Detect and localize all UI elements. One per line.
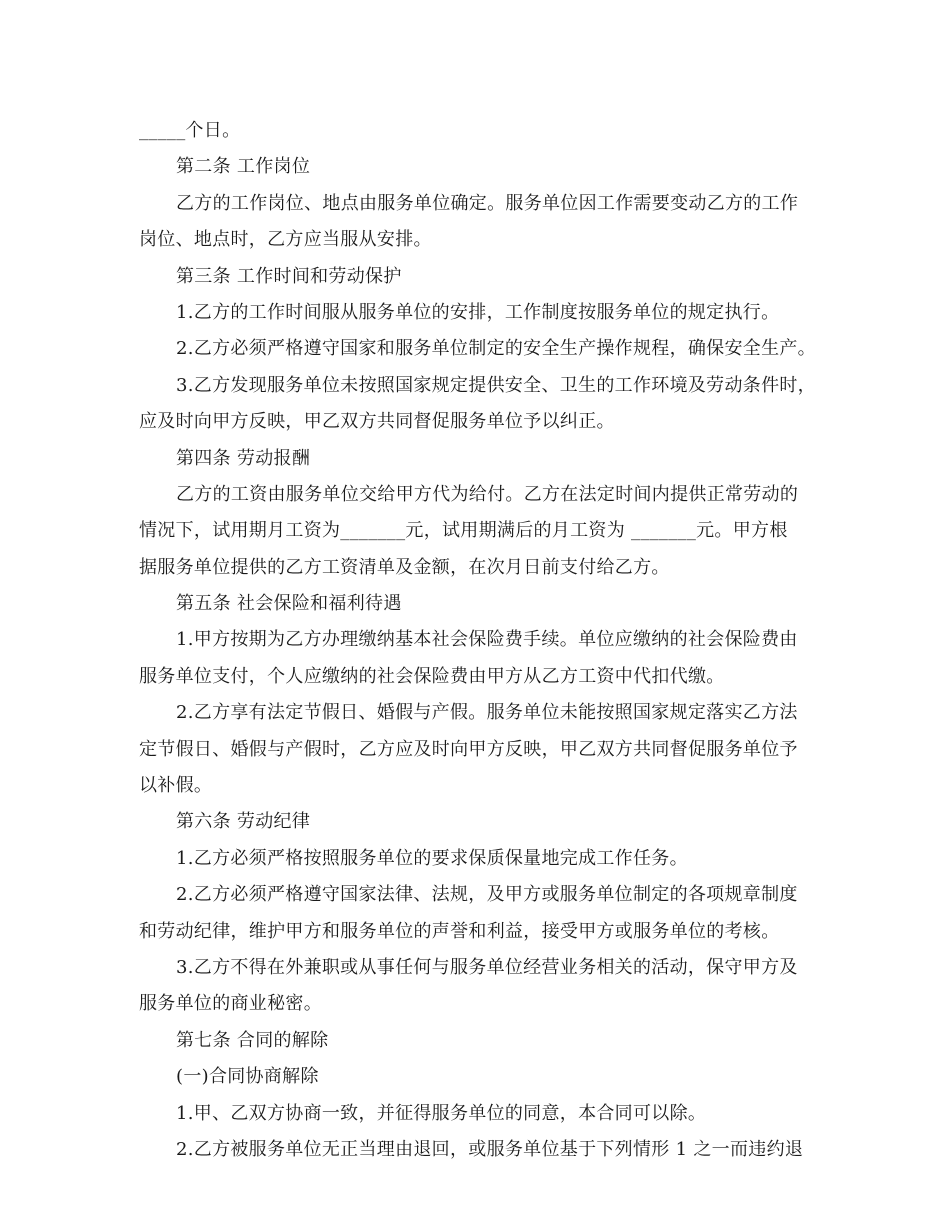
text-line: 3.乙方不得在外兼职或从事任何与服务单位经营业务相关的活动，保守甲方及	[176, 956, 798, 978]
text-line: 据服务单位提供的乙方工资清单及金额，在次月日前支付给乙方。	[139, 556, 670, 578]
section-heading: 第二条 工作岗位	[176, 156, 311, 178]
text-line: 3.乙方发现服务单位未按照国家规定提供安全、卫生的工作环境及劳动条件时，	[176, 374, 816, 396]
text-line: 2.乙方必须严格遵守国家法律、法规，及甲方或服务单位制定的各项规章制度	[176, 884, 798, 906]
section-heading: 第七条 合同的解除	[176, 1029, 329, 1051]
text-line: 乙方的工作岗位、地点由服务单位确定。服务单位因工作需要变动乙方的工作	[176, 192, 799, 214]
text-line: 1.甲方按期为乙方办理缴纳基本社会保险费手续。单位应缴纳的社会保险费由	[176, 629, 798, 651]
text-line: 以补假。	[139, 775, 213, 797]
text-line: 1.甲、乙双方协商一致，并征得服务单位的同意，本合同可以除。	[176, 1102, 707, 1124]
text-line: 服务单位的商业秘密。	[139, 993, 322, 1015]
text-line: 定节假日、婚假与产假时，乙方应及时向甲方反映，甲乙双方共同督促服务单位予	[139, 738, 798, 760]
text-line: 和劳动纪律，维护甲方和服务单位的声誉和利益，接受甲方或服务单位的考核。	[139, 920, 780, 942]
text-line: 岗位、地点时，乙方应当服从安排。	[139, 229, 432, 251]
text-line: 2.乙方必须严格遵守国家和服务单位制定的安全生产操作规程，确保安全生产。	[176, 338, 816, 360]
text-line: 2.乙方享有法定节假日、婚假与产假。服务单位未能按照国家规定落实乙方法	[176, 702, 798, 724]
text-line: _____个日。	[139, 120, 241, 141]
text-line: 情况下，试用期月工资为_______元，试用期满后的月工资为 _______元。甲方根	[139, 520, 788, 542]
text-line: 乙方的工资由服务单位交给甲方代为给付。乙方在法定时间内提供正常劳动的	[176, 483, 799, 505]
text-line: 1.乙方必须严格按照服务单位的要求保质保量地完成工作任务。	[176, 847, 688, 869]
section-heading: 第五条 社会保险和福利待遇	[176, 593, 402, 615]
text-line: 1.乙方的工作时间服从服务单位的安排，工作制度按服务单位的规定执行。	[176, 301, 780, 323]
section-heading: 第四条 劳动报酬	[176, 447, 311, 469]
subsection-heading: (一)合同协商解除	[176, 1066, 319, 1088]
text-line: 应及时向甲方反映，甲乙双方共同督促服务单位予以纠正。	[139, 411, 615, 433]
document-body	[139, 113, 819, 1168]
text-line: 服务单位支付，个人应缴纳的社会保险费由甲方从乙方工资中代扣代缴。	[139, 665, 725, 687]
text-line: 2.乙方被服务单位无正当理由退回，或服务单位基于下列情形 1 之一而违约退	[176, 1138, 804, 1160]
section-heading: 第六条 劳动纪律	[176, 811, 311, 833]
section-heading: 第三条 工作时间和劳动保护	[176, 265, 402, 287]
